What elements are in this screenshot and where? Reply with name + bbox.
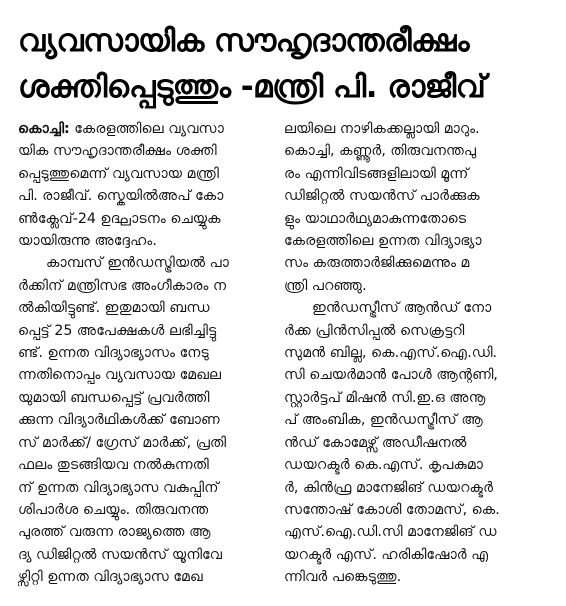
line-text: യറക്ടർ എസ്. ഹരികിഷോർ എ	[284, 546, 489, 563]
text-line	[284, 521, 546, 543]
text-line	[18, 140, 276, 162]
line-text: പി. രാജീവ്. സ്കെയിൽഅപ് കോ	[18, 188, 224, 205]
line-text: ഫലം തുടങ്ങിയവ നൽകുന്നതി	[18, 457, 209, 474]
line-text: കൊച്ചി, കണ്ണൂർ, തിരുവനന്തപു	[284, 143, 477, 160]
line-text: യായിരുന്നു അദ്ദേഹം.	[18, 233, 157, 250]
line-text: ൻഡ് കോമേഴ്സ് അഡീഷനൽ	[284, 434, 467, 451]
line-text: ഡിജിറ്റൽ സയൻസ് പാർക്കുക	[284, 188, 480, 205]
line-text: ർക്കിന് മന്ത്രിസഭ അംഗീകാരം ന	[18, 277, 227, 294]
column-text	[18, 118, 276, 589]
line-text: സുമൻ ബില്ല, കെ.എസ്.ഐ.ഡി.	[284, 345, 498, 362]
headline-line-2: ശക്തിപ്പെടുത്തും -മന്ത്രി പി. രാജീവ്	[18, 69, 486, 105]
text-line	[18, 387, 276, 409]
line-text: സ് മാർക്ക്/ ഗ്രേസ് മാർക്ക്, പ്രതി	[18, 434, 227, 451]
text-line	[18, 432, 276, 454]
line-text: ർ, കിൻഫ്ര മാനേജിങ് ഡയറക്ടർ	[284, 479, 494, 496]
text-line	[284, 454, 546, 476]
text-line	[18, 230, 276, 252]
text-line	[284, 544, 546, 566]
line-text: കാമ്പസ് ഇൻഡസ്ട്രിയൽ പാ	[46, 255, 229, 272]
line-text: യുമായി ബന്ധപ്പെട്ട് പ്രവർത്തി	[18, 389, 210, 406]
article-column-left	[18, 118, 276, 589]
text-line	[284, 163, 546, 185]
text-line	[18, 342, 276, 364]
line-text: ണ്ട്. ഉന്നത വിദ്യാഭ്യാസം നേടു	[18, 345, 209, 362]
text-line	[284, 477, 546, 499]
text-line	[18, 163, 276, 185]
line-text: പ്പെട്ട് 25 അപേക്ഷകൾ ലഭിച്ചിട്ടു	[18, 322, 217, 339]
line-text: സ്റ്റാർട്ടപ് മിഷൻ സി.ഇ.ഒ അനൂ	[284, 389, 486, 406]
text-line	[18, 364, 276, 386]
text-line	[18, 297, 276, 319]
text-line	[284, 185, 546, 207]
line-text: ക്കുന്ന വിദ്യാർഥികൾക്ക് ബോണ	[18, 412, 220, 429]
line-text: സന്തോഷ് കോശി തോമസ്, കെ.	[284, 501, 500, 518]
line-text: ന്നതിനൊപ്പം വ്യവസായ മേഖല	[18, 367, 222, 384]
text-line	[18, 185, 276, 207]
line-text: ൺക്ലേവ്-24 ഉദ്ഘാടനം ചെയ്യുക	[18, 210, 221, 227]
text-line	[284, 140, 546, 162]
text-line	[18, 521, 276, 543]
line-text: കേരളത്തിലെ വ്യവസാ	[69, 121, 224, 137]
line-text: ന്ത്രി പറഞ്ഞു.	[284, 277, 367, 294]
line-text: പ്പെടുത്തുമെന്ന് വ്യവസായ മന്ത്രി	[18, 165, 219, 182]
text-line	[284, 566, 546, 588]
text-line	[18, 275, 276, 297]
line-text: ഴ്സിറ്റി ഉന്നത വിദ്യാഭ്യാസ മേഖ	[18, 569, 203, 586]
text-line	[284, 320, 546, 342]
line-text: ഡയറക്ടർ കെ.എസ്. കൃപകുമാ	[284, 457, 483, 474]
text-line	[284, 499, 546, 521]
line-text: സി ചെയർമാൻ പോൾ ആന്റണി,	[284, 367, 498, 384]
line-text: ൽകിയിട്ടുണ്ട്. ഇതുമായി ബന്ധ	[18, 300, 210, 317]
text-line	[18, 454, 276, 476]
line-text: ർക്ക പ്രിൻസിപ്പൽ സെക്രട്ടറി	[284, 322, 465, 339]
line-text: പുരത്ത് വരുന്ന രാജ്യത്തെ ആ	[18, 524, 211, 541]
text-line	[284, 230, 546, 252]
line-text: ദ്യ ഡിജിറ്റൽ സയൻസ് യൂനിവേ	[18, 546, 223, 563]
line-text: കേരളത്തിലെ ഉന്നത വിദ്യാഭ്യാ	[284, 233, 482, 250]
text-line	[284, 208, 546, 230]
text-line	[284, 364, 546, 386]
line-text: പ് അംബിക, ഇൻഡസ്ട്രീസ് ആ	[284, 412, 484, 429]
line-text: ളും യാഥാർഥ്യമാകുന്നതോടെ	[284, 210, 467, 227]
line-text: എസ്.ഐ.ഡി.സി മാനേജിങ് ഡ	[284, 524, 497, 541]
text-line	[284, 409, 546, 431]
text-line	[18, 566, 276, 588]
text-line	[18, 320, 276, 342]
line-text: ലയിലെ നാഴികക്കല്ലായി മാറും.	[284, 121, 480, 137]
line-text: സം കരുത്താർജിക്കുമെന്നും മ	[284, 255, 470, 272]
dateline: കൊച്ചി:	[18, 121, 70, 137]
headline-line-1: വ്യവസായിക സൗഹൃദാന്തരീക്ഷം	[18, 23, 469, 59]
text-line	[18, 544, 276, 566]
text-line	[284, 275, 546, 297]
article-column-right	[284, 118, 546, 589]
line-text: ഇൻഡസ്ട്രീസ് ആൻഡ് നോ	[312, 300, 492, 317]
text-line	[18, 118, 276, 140]
line-text: രം എന്നിവിടങ്ങളിലായി മൂന്ന്	[284, 165, 469, 182]
line-text: ന് ഉന്നത വിദ്യാഭ്യാസ വകുപ്പിന്	[18, 479, 219, 496]
column-text	[284, 118, 546, 589]
text-line	[18, 252, 276, 274]
headline	[18, 18, 550, 110]
text-line	[284, 342, 546, 364]
text-line	[284, 252, 546, 274]
line-text: ശിപാർശ ചെയ്യും. തിരുവനന്ത	[18, 501, 209, 518]
text-line	[284, 432, 546, 454]
text-line	[18, 409, 276, 431]
text-line	[18, 499, 276, 521]
line-text: യിക സൗഹൃദാന്തരീക്ഷം ശക്തി	[18, 143, 217, 160]
line-text: ന്നിവർ പങ്കെടുത്തു.	[284, 569, 402, 586]
article-body	[18, 118, 546, 589]
text-line	[18, 477, 276, 499]
text-line	[284, 118, 546, 140]
text-line	[284, 297, 546, 319]
text-line	[18, 208, 276, 230]
text-line	[284, 387, 546, 409]
